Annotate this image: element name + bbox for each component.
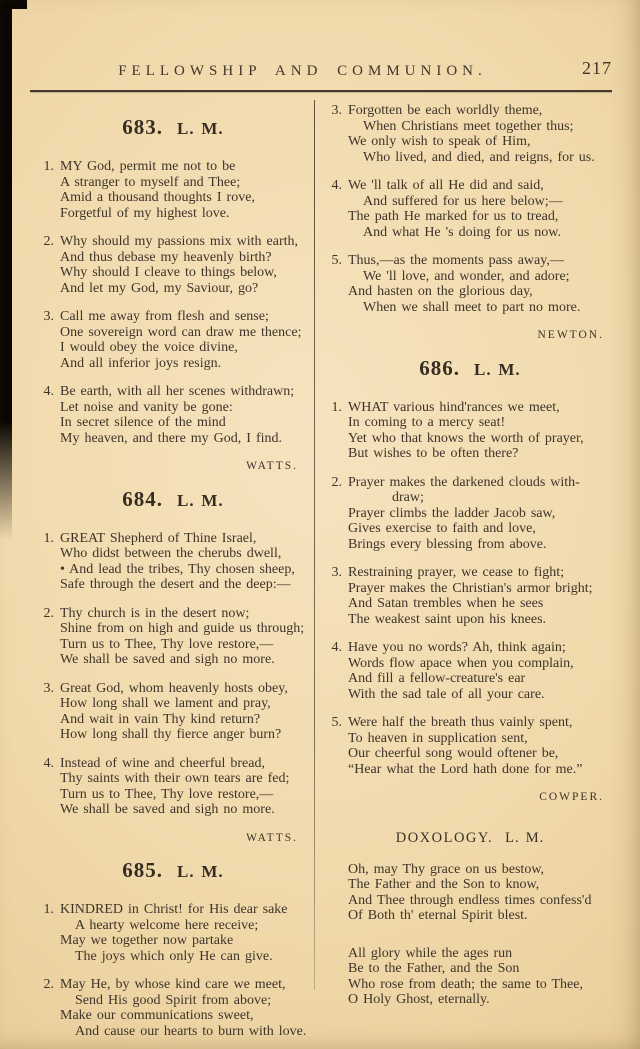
verse-line: Who rose from death; the same to Thee, bbox=[348, 976, 583, 992]
verse-line: The Father and the Son to know, bbox=[348, 877, 540, 892]
stanza bbox=[322, 946, 618, 1008]
verse-line: Prayer climbs the ladder Jacob saw, bbox=[348, 505, 556, 521]
verse-line: Who didst between the cherubs dwell, bbox=[60, 546, 282, 561]
verse-line: Turn us to Thee, Thy love restore,— bbox=[60, 636, 274, 652]
header-rule bbox=[30, 90, 612, 92]
verse-line: Gives exercise to faith and love, bbox=[348, 521, 536, 536]
verse-line: To heaven in supplication sent, bbox=[348, 730, 528, 746]
binding-shadow bbox=[0, 0, 12, 540]
verse-line: And what He 's doing for us now. bbox=[363, 224, 561, 240]
hymn-heading bbox=[34, 858, 312, 886]
verse-line: All glory while the ages run bbox=[348, 945, 513, 961]
verse-line: Thy church is in the desert now; bbox=[60, 605, 250, 621]
verse-line: We 'll love, and wonder, and adore; bbox=[363, 268, 570, 284]
verse-line: Great God, whom heavenly hosts obey, bbox=[60, 680, 288, 696]
verse-line: Let noise and vanity be gone: bbox=[60, 399, 233, 415]
verse-line: With the sad tale of all your care. bbox=[348, 686, 545, 702]
verse-number: 5. bbox=[331, 715, 342, 730]
verse-line: And hasten on the glorious day, bbox=[348, 284, 533, 299]
verse-line: And thus debase my heavenly birth? bbox=[60, 249, 272, 265]
verse-line: I would obey the voice divine, bbox=[60, 340, 238, 355]
verse bbox=[322, 178, 618, 240]
verse bbox=[322, 565, 618, 627]
verse-line: When we shall meet to part no more. bbox=[363, 299, 581, 315]
hymn-number: 685. bbox=[122, 858, 164, 882]
hymn-meter: L. M. bbox=[474, 359, 521, 379]
verse-line: Forgotten be each worldly theme, bbox=[348, 103, 543, 118]
verse-number: 4. bbox=[331, 640, 342, 655]
verse bbox=[322, 475, 618, 553]
verse bbox=[34, 309, 312, 371]
verse-line: And Thee through endless times confess'd bbox=[348, 892, 592, 908]
binding-shadow-corner bbox=[0, 0, 27, 9]
verse-line: Were half the breath thus vainly spent, bbox=[348, 715, 573, 730]
page-number: 217 bbox=[582, 58, 612, 78]
verse-line: Have you no words? Ah, think again; bbox=[348, 640, 566, 655]
attribution: WATTS. bbox=[246, 460, 298, 472]
running-head: FELLOWSHIP AND COMMUNION. bbox=[118, 63, 487, 79]
verse-line: • And lead the tribes, Thy chosen sheep, bbox=[60, 561, 295, 577]
verse-number: 5. bbox=[331, 253, 342, 268]
verse-line: We shall be saved and sigh no more. bbox=[60, 652, 275, 667]
verse bbox=[34, 384, 312, 446]
verse-line: And wait in vain Thy kind return? bbox=[60, 711, 261, 727]
verse-number: 2. bbox=[43, 234, 54, 249]
verse bbox=[34, 681, 312, 743]
verse-line: KINDRED in Christ! for His dear sake bbox=[60, 902, 288, 917]
hymn-meter: L. M. bbox=[177, 490, 224, 510]
verse-number: 4. bbox=[43, 384, 54, 399]
verse bbox=[34, 977, 312, 1039]
verse-line: Shine from on high and guide us through; bbox=[60, 621, 305, 636]
verse-line: Safe through the desert and the deep:— bbox=[60, 577, 291, 592]
verse-number: 4. bbox=[331, 178, 342, 193]
verse-line: Thy saints with their own tears are fed; bbox=[60, 771, 290, 786]
doxology-title: DOXOLOGY. bbox=[395, 829, 494, 846]
page-header bbox=[30, 62, 575, 80]
verse-line: May He, by whose kind care we meet, bbox=[60, 977, 286, 992]
verse-line: Thus,—as the moments pass away,— bbox=[348, 253, 564, 268]
verse-line: And all inferior joys resign. bbox=[60, 355, 222, 371]
verse-line: Brings every blessing from above. bbox=[348, 536, 547, 552]
verse-line: Words flow apace when you complain, bbox=[348, 655, 574, 671]
verse-line: And let my God, my Saviour, go? bbox=[60, 280, 259, 296]
verse-number: 3. bbox=[43, 680, 54, 696]
verse-line: Prayer makes the darkened clouds with- bbox=[348, 474, 580, 490]
verse-line: Be to the Father, and the Son bbox=[348, 961, 520, 976]
verse-number: 2. bbox=[331, 474, 342, 490]
verse-line: MY God, permit me not to be bbox=[60, 159, 236, 174]
verse-line: Make our communications sweet, bbox=[60, 1008, 254, 1023]
verse-number: 1. bbox=[43, 902, 54, 917]
verse bbox=[322, 400, 618, 462]
verse-line: One sovereign word can draw me thence; bbox=[60, 324, 302, 340]
verse-line: How long shall thy fierce anger burn? bbox=[60, 727, 282, 742]
verse-number: 2. bbox=[43, 605, 54, 621]
hymn-heading bbox=[322, 356, 618, 384]
verse-line: My heaven, and there my God, I find. bbox=[60, 430, 282, 446]
verse bbox=[34, 531, 312, 593]
verse-line: Be earth, with all her scenes withdrawn; bbox=[60, 384, 295, 399]
verse-line: Call me away from flesh and sense; bbox=[60, 309, 269, 324]
verse-number: 3. bbox=[331, 565, 342, 580]
verse-line: We shall be saved and sigh no more. bbox=[60, 802, 275, 817]
verse-line: Of Both th' eternal Spirit blest. bbox=[348, 908, 528, 923]
verse-number: 1. bbox=[43, 530, 54, 546]
verse bbox=[34, 159, 312, 221]
verse-line: Why should I cleave to things below, bbox=[60, 265, 277, 280]
attribution: COWPER. bbox=[539, 791, 604, 803]
verse-line: And fill a fellow-creature's ear bbox=[348, 671, 526, 686]
verse-line: Restraining prayer, we cease to fight; bbox=[348, 565, 565, 580]
verse-number: 1. bbox=[43, 159, 54, 174]
verse-line: A hearty welcome here receive; bbox=[75, 917, 259, 933]
verse-line: But wishes to be often there? bbox=[348, 446, 519, 461]
column-divider bbox=[314, 100, 315, 990]
verse bbox=[322, 715, 618, 777]
hymn-number: 686. bbox=[419, 355, 461, 380]
verse-line: May we together now partake bbox=[60, 933, 234, 948]
doxology-meter: L. M. bbox=[505, 829, 545, 846]
verse-line: WHAT various hind'rances we meet, bbox=[348, 399, 560, 415]
verse-line: We 'll talk of all He did and said, bbox=[348, 178, 544, 193]
verse-line: O Holy Ghost, eternally. bbox=[348, 992, 490, 1007]
verse-line: And suffered for us here below;— bbox=[363, 193, 563, 209]
verse-line: A stranger to myself and Thee; bbox=[60, 174, 241, 190]
hymn-heading bbox=[34, 115, 312, 143]
verse-line: The path He marked for us to tread, bbox=[348, 209, 559, 224]
verse bbox=[322, 253, 618, 315]
verse-line: Forgetful of my highest love. bbox=[60, 205, 230, 221]
verse bbox=[34, 902, 312, 964]
verse-line: The joys which only He can give. bbox=[75, 948, 273, 964]
verse-line: “Hear what the Lord hath done for me.” bbox=[348, 761, 583, 777]
verse-line: GREAT Shepherd of Thine Israel, bbox=[60, 530, 257, 546]
verse-line: Who lived, and died, and reigns, for us. bbox=[363, 149, 595, 165]
verse-line: Oh, may Thy grace on us bestow, bbox=[348, 861, 545, 877]
verse-line: Our cheerful song would oftener be, bbox=[348, 746, 559, 761]
verse-number: 3. bbox=[331, 103, 342, 118]
verse-line: Yet who that knows the worth of prayer, bbox=[348, 430, 584, 446]
verse-line: Turn us to Thee, Thy love restore,— bbox=[60, 786, 274, 802]
verse-line: Send His good Spirit from above; bbox=[75, 992, 272, 1008]
verse-line: In coming to a mercy seat! bbox=[348, 415, 506, 430]
hymn-meter: L. M. bbox=[177, 862, 224, 881]
verse-line: Amid a thousand thoughts I rove, bbox=[60, 190, 255, 205]
hymn-number: 684. bbox=[122, 486, 164, 511]
verse-number: 2. bbox=[43, 977, 54, 992]
attribution: WATTS. bbox=[246, 831, 298, 844]
verse-number: 4. bbox=[43, 755, 54, 771]
left-column bbox=[34, 103, 312, 1049]
verse bbox=[322, 103, 618, 165]
verse-line: When Christians meet together thus; bbox=[363, 118, 574, 134]
verse-line: And Satan trembles when he sees bbox=[348, 596, 544, 611]
verse-number: 1. bbox=[331, 399, 342, 415]
hymn-number: 683. bbox=[122, 115, 164, 139]
verse-line: In secret silence of the mind bbox=[60, 415, 226, 430]
verse-line: And cause our hearts to burn with love. bbox=[75, 1023, 307, 1039]
stanza bbox=[322, 862, 618, 924]
attribution: NEWTON. bbox=[537, 329, 604, 341]
verse-line: draw; bbox=[392, 490, 424, 505]
doxology-heading bbox=[322, 828, 618, 849]
verse bbox=[34, 234, 312, 296]
verse-line: Why should my passions mix with earth, bbox=[60, 234, 299, 249]
hymn-meter: L. M. bbox=[177, 119, 224, 138]
verse bbox=[34, 606, 312, 668]
verse-line: Prayer makes the Christian's armor bright; bbox=[348, 580, 593, 596]
verse bbox=[322, 640, 618, 702]
verse bbox=[34, 756, 312, 818]
verse-line: How long shall we lament and pray, bbox=[60, 696, 271, 711]
verse-line: We only wish to speak of Him, bbox=[348, 134, 531, 149]
verse-line: Instead of wine and cheerful bread, bbox=[60, 755, 265, 771]
hymn-heading bbox=[34, 487, 312, 515]
right-column bbox=[322, 103, 618, 1021]
verse-number: 3. bbox=[43, 309, 54, 324]
verse-line: The weakest saint upon his knees. bbox=[348, 611, 547, 627]
